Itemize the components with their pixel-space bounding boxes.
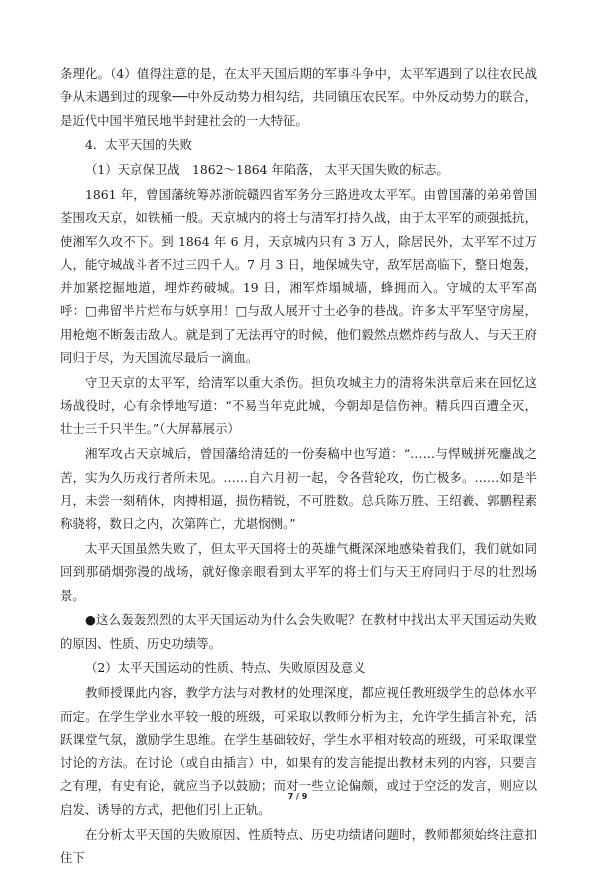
subsection-heading: （1）天京保卫战 1862～1864 年陷落， 太平天国失败的标志。 <box>60 158 537 181</box>
paragraph: 太平天国虽然失败了，但太平天国将士的英雄气概深深地感染着我们，我们就如同回到那硝烟弥漫的战场，就好像亲眼看到太平军的将士们与天王府同归于尽的壮烈场景。 <box>60 537 537 607</box>
paragraph: 守卫天京的太平军，给清军以重大杀伤。担负攻城主力的清将朱洪章后来在回忆这场战役时，心有余悸地写道：“不易当年克此城，今朝却是信伤神。精兵四百遭全灭，壮士三千只半生。”（大屏幕展示） <box>60 371 537 441</box>
paragraph: 教师授课此内容，教学方法与对教材的处理深度，都应视任教班级学生的总体水平而定。在学生学业水平较一般的班级，可采取以教师分析为主，允许学生插言补充，活跃课堂气氛，激励学生思维。在学生基础较好，学生水平相对较高的班级，可采取课堂讨论的方法。在讨论（或自由插言）中，如果有的发言能提出教材未列的内容，只要言之有理，有史有论，就应当予以鼓励；而对一些立论偏颇，或过于空泛的发言，则应以启发、诱导的方式，把他们引上正轨。 <box>60 681 537 821</box>
subsection-heading: （2）太平天国运动的性质、特点、失败原因及意义 <box>60 656 537 679</box>
body-text <box>60 62 537 869</box>
page-number: 7 / 9 <box>0 792 595 801</box>
paragraph-continuation: 条理化。（4）值得注意的是，在太平天国后期的军事斗争中，太平军遇到了以往农民战争从未遇到过的现象──中外反动势力相勾结，共同镇压农民军。中外反动势力的联合，是近代中国半殖民地半封建社会的一大特征。 <box>60 62 537 132</box>
paragraph: 1861 年，曾国藩统筹苏浙皖赣四省军务分三路进攻太平军。由曾国藩的弟弟曾国荃围攻天京，如铁桶一般。天京城内的将士与清军打持久战，由于太平军的顽强抵抗，使湘军久攻不下。到 1864 年 6 月，天京城内只有 3 万人，除居民外，太平军不过万人，能守城战斗者不过三四千人。7 月 3 日，地保城失守，敌军居高临下，整日炮轰，并加紧挖掘地道，埋炸药破城。19 日，湘军炸塌城墙，蜂拥而入。守城的太平军高呼：□弗留半片烂布与妖享用！□与敌人展开寸土必争的巷战。许多太平军坚守房屋，用枪炮不断轰击敌人。就是到了无法再守的时候，他们毅然点燃炸药与敌人、与天王府同归于尽，为天国流尽最后一滴血。 <box>60 183 537 369</box>
paragraph: 在分析太平天国的失败原因、性质特点、历史功绩诸问题时，教师都须始终注意扣住下 <box>60 823 537 869</box>
question-bullet: ●这么轰轰烈烈的太平天国运动为什么会失败呢？在教材中找出太平天国运动失败的原因、性质、历史功绩等。 <box>60 608 537 655</box>
section-heading: 4．太平天国的失败 <box>60 133 537 156</box>
paragraph: 湘军攻占天京城后，曾国藩给清廷的一份奏稿中也写道：“……与悍贼拼死鏖战之苦，实为久历戎行者所未见。……自六月初一起，令各营轮攻，伤亡极多。……如是半月，未尝一刻稍休，肉搏相逼，损伤精锐，不可胜数。总兵陈万胜、王绍羲、郭鹏程素称骁将，数日之内，次第阵亡，尤堪悯恻。” <box>60 442 537 535</box>
